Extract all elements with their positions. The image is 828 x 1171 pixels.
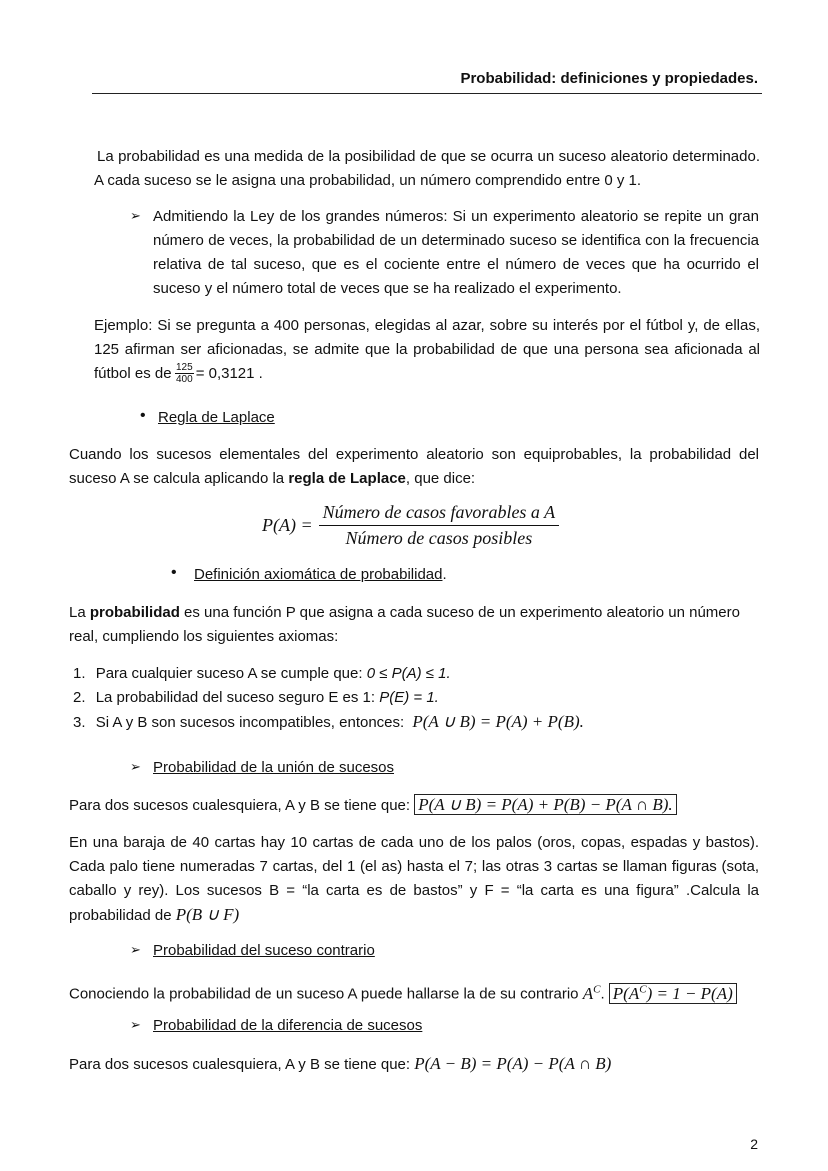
contrario-heading bbox=[153, 939, 375, 963]
laplace-heading bbox=[158, 406, 275, 430]
arrow-bullet-icon: ➢ bbox=[130, 1017, 141, 1032]
header-rule bbox=[92, 93, 762, 94]
axiom-text: Para cualquier suceso A se cumple que: bbox=[95, 665, 363, 682]
union-paragraph bbox=[69, 793, 677, 818]
arrow-bullet-icon: ➢ bbox=[130, 208, 141, 223]
axiomatica-heading bbox=[194, 563, 447, 587]
union-heading bbox=[153, 756, 394, 780]
fraction-denominator: 400 bbox=[176, 374, 193, 385]
contrario-math bbox=[583, 984, 601, 1003]
ley-grandes-numeros: Admitiendo la Ley de los grandes números: Si un experimento aleatorio se repite un gran número de veces, la probabilidad de un determinado suceso se identifica con la frecuencia relativa de tal suceso, que es el cociente entre el número de veces que ha ocurrido el suceso y el número total de veces que se ha realizado el experimento. bbox=[153, 208, 759, 297]
baraja-math: P(B ∪ F) bbox=[175, 905, 240, 924]
axiomatica-heading-dot: . bbox=[442, 566, 447, 583]
diferencia-heading-text: Probabilidad de la diferencia de sucesos bbox=[153, 1017, 423, 1034]
axiomatica-text-after: es una función P que asigna a cada suceso de un experimento aleatorio un número real, cumpliendo los siguientes axiomas: bbox=[69, 604, 740, 645]
axiom-number: 2. bbox=[73, 689, 86, 706]
diferencia-heading bbox=[153, 1014, 422, 1038]
diferencia-text: Para dos sucesos cualesquiera, A y B se tiene que: bbox=[69, 1056, 411, 1073]
bullet-icon: • bbox=[140, 407, 146, 424]
ejemplo-result: = 0,3121 . bbox=[195, 365, 263, 382]
contrario-text: Conociendo la probabilidad de un suceso A puede hallarse la de su contrario bbox=[69, 985, 579, 1003]
axiom-math: P(E) = 1. bbox=[379, 689, 439, 706]
contrario-formula-a: P(A bbox=[612, 983, 640, 1003]
arrow-bullet-icon: ➢ bbox=[130, 759, 141, 774]
laplace-fraction bbox=[319, 502, 559, 549]
axiomatica-paragraph bbox=[69, 601, 759, 649]
page-header-title: Probabilidad: definiciones y propiedades. bbox=[460, 70, 758, 87]
axiom-text: La probabilidad del suceso seguro E es 1: bbox=[95, 689, 376, 706]
intro-paragraph: La probabilidad es una medida de la posibilidad de que se ocurra un suceso aleatorio determinado. A cada suceso se le asigna una probabilidad, un número comprendido entre 0 y 1. bbox=[94, 148, 760, 189]
ejemplo-fraction-line bbox=[94, 362, 102, 386]
contrario-heading-text: Probabilidad del suceso contrario bbox=[153, 942, 375, 959]
axiom-number: 3. bbox=[73, 714, 86, 731]
axiom-item bbox=[73, 686, 584, 710]
laplace-paragraph bbox=[69, 443, 759, 491]
axiom-list bbox=[73, 662, 584, 735]
ejemplo-fraction bbox=[175, 362, 263, 385]
axiom-math: P(A ∪ B) = P(A) + P(B). bbox=[412, 712, 584, 731]
axiom-math: 0 ≤ P(A) ≤ 1. bbox=[366, 665, 451, 682]
contrario-math-base: A bbox=[582, 983, 594, 1003]
axiomatica-bold: probabilidad bbox=[89, 604, 180, 621]
arrow-bullet-icon: ➢ bbox=[130, 942, 141, 957]
baraja-text: En una baraja de 40 cartas hay 10 cartas de cada uno de los palos (oros, copas, espadas y bastos). Cada palo tiene numeradas 7 cartas, del 1 (el as) hasta el 7; las otras 3 cartas se llaman figuras (sota, caballo y rey). Los sucesos B = “la carta es de bastos” y F = “la carta es una figura” .Calcula la probabilidad de bbox=[69, 834, 759, 924]
page-number: 2 bbox=[750, 1136, 758, 1152]
diferencia-paragraph bbox=[69, 1052, 611, 1077]
union-text: Para dos sucesos cualesquiera, A y B se tiene que: bbox=[69, 797, 411, 814]
axiomatica-heading-text: Definición axiomática de probabilidad bbox=[194, 566, 443, 583]
axiom-text: Si A y B son sucesos incompatibles, entonces: bbox=[95, 714, 405, 731]
bullet-icon: • bbox=[171, 564, 177, 581]
contrario-formula-b: ) = 1 − P(A) bbox=[646, 983, 733, 1003]
laplace-text-before: Cuando los sucesos elementales del experimento aleatorio son equiprobables, la probabilidad del suceso A se calcula aplicando la bbox=[69, 446, 759, 487]
laplace-numerator: Número de casos favorables a A bbox=[319, 502, 559, 526]
axiom-number: 1. bbox=[73, 665, 86, 682]
laplace-bold: regla de Laplace bbox=[288, 470, 406, 487]
ejemplo-text: Ejemplo: Si se pregunta a 400 personas, elegidas al azar, sobre su interés por el fútbol y, de ellas, 125 afirman ser aficionadas, se admite que la probabilidad de que una persona sea aficionada al fútbol es de bbox=[94, 317, 760, 382]
contrario-paragraph bbox=[69, 977, 737, 1007]
contrario-formula bbox=[609, 983, 737, 1004]
axiom-item bbox=[73, 710, 584, 735]
fraction-numerator: 125 bbox=[176, 362, 193, 373]
laplace-formula bbox=[262, 502, 559, 549]
union-heading-text: Probabilidad de la unión de sucesos bbox=[153, 759, 395, 776]
laplace-heading-text: Regla de Laplace bbox=[158, 409, 275, 426]
contrario-dot: . bbox=[600, 985, 605, 1003]
union-formula: P(A ∪ B) = P(A) + P(B) − P(A ∩ B). bbox=[414, 794, 676, 815]
laplace-text-after: , que dice: bbox=[405, 470, 476, 487]
contrario-math-sup: C bbox=[593, 983, 601, 995]
diferencia-formula: P(A − B) = P(A) − P(A ∩ B) bbox=[414, 1054, 612, 1073]
axiomatica-text-before: La bbox=[69, 604, 86, 621]
axiom-item bbox=[73, 662, 584, 686]
fraction bbox=[175, 362, 194, 385]
contrario-formula-sup: C bbox=[639, 983, 647, 995]
laplace-denominator: Número de casos posibles bbox=[345, 528, 533, 548]
laplace-lhs: P(A) = bbox=[262, 515, 313, 535]
baraja-paragraph bbox=[69, 831, 759, 928]
